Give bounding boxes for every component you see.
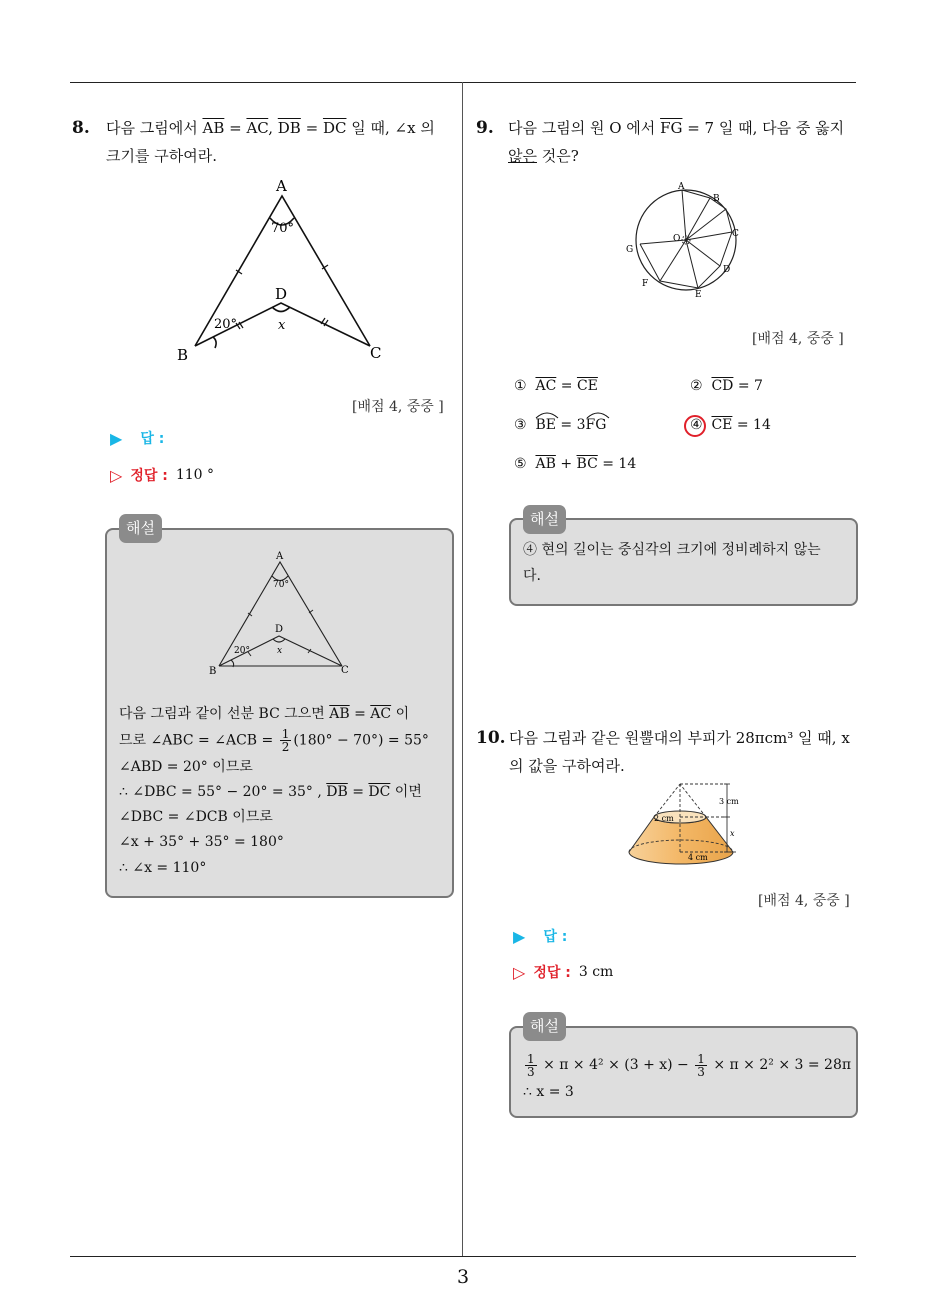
segment-ab: $\overline{AB}$ <box>329 706 350 722</box>
q10-solution-line1 <box>523 1052 851 1078</box>
fig9-label-b: B <box>713 194 720 204</box>
fig8-label-angle-a: 70° <box>271 221 295 236</box>
q10-correct-row <box>513 962 613 982</box>
sol-text: × π × 2² × 3 = 28π <box>708 1057 852 1073</box>
q9-number: 9. <box>476 118 494 138</box>
q9-choice-5[interactable] <box>514 456 636 472</box>
q9-choice-4[interactable] <box>690 417 771 433</box>
sol8-label-b: B <box>209 666 217 677</box>
sol8-label-angle-b: 20° <box>234 646 250 656</box>
denominator: 2 <box>281 740 290 754</box>
q8-text: 다음 그림에서 <box>106 119 203 137</box>
q8-solution-line6: ∠x + 35° + 35° = 180° <box>119 834 284 850</box>
fraction-third <box>525 1053 537 1078</box>
fig9-label-f: F <box>642 279 649 289</box>
choice-number: ⑤ <box>514 456 527 472</box>
segment-db: $\overline{DB}$ <box>326 784 348 800</box>
sol-text: 이면 <box>390 784 422 800</box>
q8-question-line2: 크기를 구하여라. <box>106 147 217 165</box>
fig8-label-c: C <box>370 344 382 362</box>
arc-label: BE <box>535 417 556 433</box>
segment-bc: $\overline{BC}$ <box>576 456 598 472</box>
choice-number: ① <box>514 378 527 394</box>
page-number: 3 <box>456 1266 470 1288</box>
sol8-label-a: A <box>276 551 284 562</box>
q10-answer-label: 답 : <box>543 929 568 945</box>
q10-question <box>509 724 859 780</box>
q8-question-line1 <box>106 114 451 142</box>
fig10-label-bottom-radius: 4 cm <box>688 853 708 862</box>
q8-solution-figure <box>205 550 355 680</box>
fig10-label-top-radius: 2 cm <box>654 814 674 823</box>
fig8-label-x: x <box>278 318 286 333</box>
q9-choice-2[interactable] <box>690 378 763 394</box>
arc-icon <box>535 411 559 419</box>
q8-number: 8. <box>72 118 90 138</box>
bottom-rule <box>70 1256 856 1257</box>
q10-solution-tag: 해설 <box>523 1012 566 1041</box>
arc-label: FG <box>585 417 607 433</box>
comma: , <box>268 119 278 137</box>
q9-emphasis: 않은 <box>508 147 537 165</box>
q8-solution-line3: ∠ABD = 20° 이므로 <box>119 759 253 775</box>
numerator: 1 <box>527 1051 535 1066</box>
sol-text: 므로 ∠ABC = ∠ACB = <box>119 732 278 749</box>
q8-correct-label: 정답 : <box>130 468 168 484</box>
fig10-label-h2: x <box>730 829 735 838</box>
choice-number: ② <box>690 378 703 394</box>
q10-solution-line2: ∴ x = 3 <box>523 1084 574 1100</box>
operator: = 7 <box>733 378 763 394</box>
sol8-label-d: D <box>275 624 284 635</box>
q9-text: 다음 그림의 원 O 에서 <box>508 119 661 137</box>
q8-text: 일 때, ∠x 의 <box>346 119 435 137</box>
triangle-outline-icon: ▷ <box>110 465 123 485</box>
denominator: 3 <box>697 1064 705 1079</box>
choice-number: ③ <box>514 417 527 433</box>
q9-choice-3[interactable] <box>514 417 606 433</box>
operator: = 14 <box>597 456 637 472</box>
fig8-label-b: B <box>177 346 189 364</box>
q9-solution-line2: 다. <box>523 568 541 584</box>
segment-ce: $\overline{CE}$ <box>576 378 598 394</box>
segment-ab: $\overline{AB}$ <box>202 119 225 137</box>
sol-text: 이 <box>391 706 410 722</box>
triangle-filled-icon: ▶ <box>513 926 526 946</box>
segment-ac: $\overline{AC}$ <box>246 119 269 137</box>
choice-number: ④ <box>690 417 703 433</box>
segment-fg: $\overline{FG}$ <box>660 119 683 137</box>
fig9-label-a: A <box>678 182 685 192</box>
q8-solution-line1 <box>119 704 409 724</box>
sol8-label-x: x <box>277 646 283 656</box>
q8-score: [배점 4, 중중 ] <box>352 399 444 415</box>
q8-answer-label: 답 : <box>140 431 165 447</box>
segment-ce: $\overline{CE}$ <box>711 417 733 433</box>
sol-text: × π × 4² × (3 + x) − <box>538 1057 694 1073</box>
q9-question-line1 <box>508 114 858 142</box>
fig8-label-d: D <box>275 285 288 303</box>
fig9-label-c: C <box>732 229 739 239</box>
operator: = 3 <box>555 417 586 433</box>
q9-text: 것은? <box>536 147 579 165</box>
q8-solution-line5: ∠DBC = ∠DCB 이므로 <box>119 809 273 825</box>
q8-answer-row <box>110 428 164 448</box>
q10-answer-row <box>513 926 567 946</box>
sol8-label-c: C <box>341 665 349 676</box>
denominator: 3 <box>527 1064 535 1079</box>
arc-fg <box>586 417 607 433</box>
segment-ab: $\overline{AB}$ <box>535 456 556 472</box>
q8-solution-line2 <box>119 728 429 753</box>
arc-icon <box>586 411 610 419</box>
q8-correct-row <box>110 465 214 485</box>
triangle-filled-icon: ▶ <box>110 428 123 448</box>
segment-ac: $\overline{AC}$ <box>370 706 392 722</box>
operator: = 14 <box>732 417 771 433</box>
sol-text: ∴ ∠DBC = 55° − 20° = 35° , <box>119 784 327 800</box>
segment-dc: $\overline{DC}$ <box>368 784 391 800</box>
q9-solution-tag: 해설 <box>523 505 566 534</box>
arc-be <box>535 417 556 433</box>
fig9-label-g: G <box>626 245 634 255</box>
fig9-label-d: D <box>723 265 731 275</box>
q10-frustum-figure <box>624 780 746 870</box>
equals: = <box>349 706 371 722</box>
fig8-label-angle-b: 20° <box>214 317 238 332</box>
fraction-third <box>695 1053 707 1078</box>
equals: = <box>347 784 369 800</box>
operator: = <box>556 378 577 394</box>
sol-text: (180° − 70°) = 55° <box>293 732 429 749</box>
column-divider <box>462 82 463 1256</box>
fig10-label-h1: 3 cm <box>719 797 739 806</box>
q9-score: [배점 4, 중중 ] <box>752 331 844 347</box>
q10-correct-value: 3 cm <box>578 964 614 980</box>
numerator: 1 <box>281 727 290 741</box>
fig8-label-a: A <box>276 177 287 195</box>
sol-text: 다음 그림과 같이 선분 BC 그으면 <box>119 706 330 722</box>
fig9-label-o: O <box>673 234 681 244</box>
q8-correct-value: 110 ° <box>175 467 215 483</box>
fig9-label-e: E <box>695 290 702 300</box>
q10-question-line2: 의 값을 구하여라. <box>509 757 625 775</box>
segment-ac: $\overline{AC}$ <box>535 378 557 394</box>
q10-question-line1: 다음 그림과 같은 원뿔대의 부피가 28πcm³ 일 때, x <box>509 729 850 747</box>
q9-text: = 7 일 때, 다음 중 옳지 <box>682 119 845 137</box>
triangle-outline-icon: ▷ <box>513 962 526 982</box>
q9-question-line2 <box>508 142 858 170</box>
fraction-half <box>280 728 292 753</box>
q9-circle-figure <box>622 180 748 304</box>
equals: = <box>300 119 323 137</box>
operator: + <box>555 456 577 472</box>
q10-number: 10. <box>476 728 506 748</box>
segment-dc: $\overline{DC}$ <box>322 119 347 137</box>
q9-solution-line1: ④ 현의 길이는 중심각의 크기에 정비례하지 않는 <box>523 542 821 558</box>
q8-solution-tag: 해설 <box>119 514 162 543</box>
segment-cd: $\overline{CD}$ <box>711 378 734 394</box>
q8-solution-line7: ∴ ∠x = 110° <box>119 860 207 876</box>
equals: = <box>224 119 247 137</box>
q10-correct-label: 정답 : <box>533 965 571 981</box>
sol8-label-angle-a: 70° <box>273 580 289 590</box>
numerator: 1 <box>697 1051 705 1066</box>
q9-question <box>508 114 858 170</box>
q8-triangle-figure <box>170 176 400 366</box>
q8-question <box>106 114 451 170</box>
segment-db: $\overline{DB}$ <box>277 119 301 137</box>
q10-score: [배점 4, 중중 ] <box>758 893 850 909</box>
q8-solution-line4 <box>119 782 422 802</box>
top-rule <box>70 82 856 83</box>
q9-choice-1[interactable] <box>514 378 598 394</box>
